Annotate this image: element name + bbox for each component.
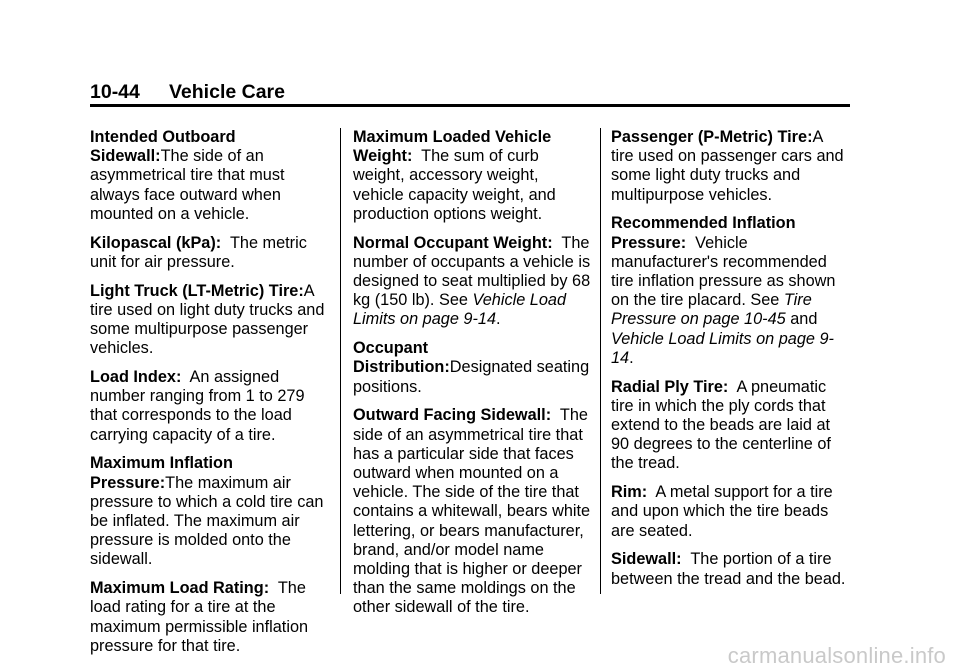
glossary-term: Intended Outboard Sidewall (90, 128, 236, 166)
glossary-term: Outward Facing Sidewall (353, 406, 546, 425)
glossary-definition: Designated seating positions. (353, 358, 594, 396)
glossary-term: Maximum Loaded Vehicle Weight (353, 128, 552, 166)
glossary-term: Recommended Inflation Pressure (611, 214, 796, 252)
glossary-entry (611, 483, 849, 541)
term-separator: : (263, 579, 270, 598)
term-separator: : (547, 233, 553, 252)
term-separator: : (676, 550, 682, 569)
term-separator: : (159, 473, 166, 492)
glossary-definition: Vehicle manufacturer's recommended tire inflation pressure as shown on the tire placard. See (611, 233, 840, 310)
glossary-entry (611, 378, 849, 474)
glossary-column-3 (611, 128, 849, 598)
term-separator: : (680, 233, 687, 252)
glossary-definition: and (785, 310, 822, 329)
term-separator: : (406, 147, 413, 166)
glossary-definition: A pneumatic tire in which the ply cords that extend to the beads are laid at 90 degrees to the centerline of the tread. (611, 377, 836, 473)
glossary-definition: The sum of curb weight, accessory weight, vehicle capacity weight, and production options weight. (353, 147, 561, 223)
glossary-term: Passenger (P-Metric) Tire (611, 128, 808, 146)
term-separator: : (444, 358, 450, 377)
glossary-entry (353, 406, 595, 617)
glossary-term: Occupant Distribution (353, 339, 445, 377)
watermark: carmanualsonline.info (727, 643, 946, 668)
glossary-term: Normal Occupant Weight (353, 233, 548, 252)
term-separator: : (722, 377, 729, 396)
glossary-definition: The maximum air pressure to which a cold tire can be inflated. The maximum air pressure is molded onto the sidewall. (90, 473, 329, 569)
glossary-entry (353, 233, 595, 330)
page-header (90, 80, 850, 104)
glossary-term: Radial Ply Tire (611, 377, 723, 396)
glossary-entry (90, 128, 328, 224)
glossary-definition: . (496, 310, 501, 329)
glossary-term: Kilopascal (kPa) (90, 233, 216, 252)
glossary-term: Maximum Load Rating (90, 579, 264, 598)
cross-reference-link[interactable]: Vehicle Load Limits on page 9-14 (611, 329, 834, 367)
glossary-definition: The load rating for a tire at the maximum permissible inflation pressure for that tire. (90, 579, 313, 655)
cross-reference-link[interactable]: Vehicle Load Limits on page 9-14 (353, 291, 571, 329)
glossary-term: Sidewall (611, 550, 677, 569)
glossary-entry (353, 339, 594, 397)
glossary-term: Light Truck (LT-Metric) Tire (90, 281, 299, 300)
glossary-definition: An assigned number ranging from 1 to 279 that corresponds to the load carrying capacity of a tire. (90, 368, 310, 444)
term-separator: : (155, 147, 161, 166)
column-divider (340, 128, 341, 594)
glossary-entry (611, 550, 849, 588)
glossary-definition: The number of occupants a vehicle is designed to seat multiplied by 68 kg (150 lb). See (353, 233, 595, 310)
glossary-definition: The side of an asymmetrical tire that must always face outward when mounted on a vehicle. (90, 147, 290, 223)
glossary-definition: A metal support for a tire and upon which the tire beads are seated. (611, 483, 838, 540)
term-separator: : (807, 128, 813, 146)
cross-reference-link[interactable]: Tire Pressure on page 10-45 (611, 291, 817, 329)
glossary-definition: The metric unit for air pressure. (90, 233, 312, 271)
glossary-entry (90, 368, 328, 445)
term-separator: : (215, 233, 222, 252)
glossary-entry (90, 282, 328, 359)
header-rule (90, 104, 850, 107)
glossary-entry (90, 234, 328, 272)
term-separator: : (175, 368, 182, 387)
glossary-definition: A tire used on light duty trucks and some multipurpose passenger vehicles. (90, 281, 329, 358)
glossary-term: Maximum Inflation Pressure (90, 454, 233, 492)
section-title: Vehicle Care (169, 81, 285, 103)
glossary-column-1 (90, 128, 328, 666)
column-divider (600, 128, 601, 594)
page-number: 10-44 (90, 81, 140, 103)
term-separator: : (641, 483, 648, 502)
glossary-definition: The portion of a tire between the tread and the bead. (611, 550, 846, 588)
glossary-entry (611, 214, 849, 368)
glossary-column-2 (353, 128, 595, 627)
term-separator: : (298, 281, 304, 300)
glossary-term: Load Index (90, 368, 176, 387)
glossary-entry (90, 579, 328, 656)
glossary-entry (90, 454, 328, 569)
glossary-entry (611, 128, 849, 205)
glossary-definition: A tire used on passenger cars and some light duty trucks and multipurpose vehicles. (611, 128, 849, 204)
glossary-definition: The side of an asymmetrical tire that has a particular side that faces outward when mounted on a vehicle. The side of the tire that contains a whitewall, bears white lettering, or bears manufacturer, brand, and/or model name molding that is higher or deeper than the same moldings on the other sidewall of the tire. (353, 406, 595, 617)
glossary-definition: . (629, 348, 634, 367)
term-separator: : (545, 406, 552, 425)
glossary-term: Rim (611, 483, 642, 502)
glossary-entry (353, 128, 591, 224)
